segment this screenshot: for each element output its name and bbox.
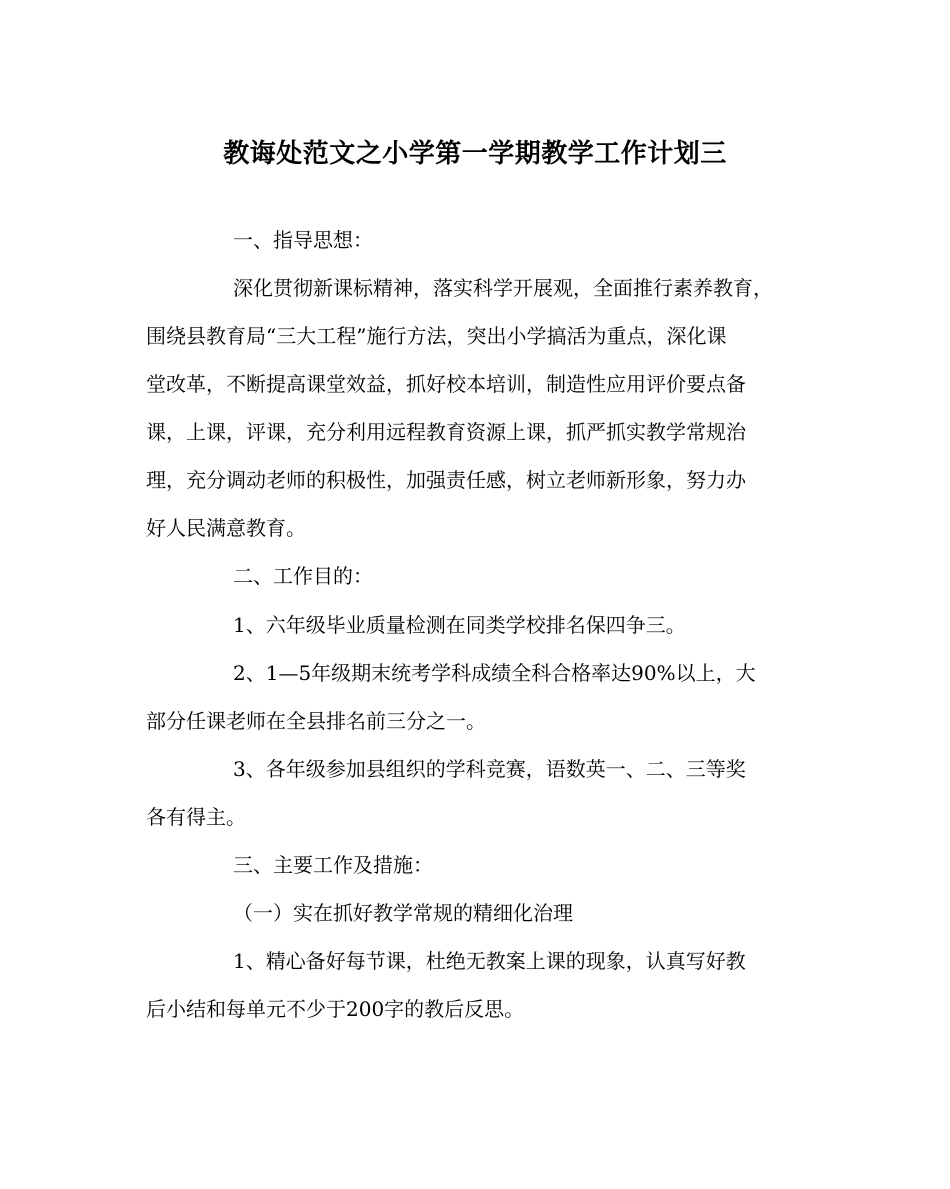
paragraph-line: 课，上课，评课，充分利用远程教育资源上课，抓严抓实教学常规治 — [146, 420, 746, 444]
paragraph-line: 围绕县教育局“三大工程”施行方法，突出小学搞活为重点，深化课 — [146, 324, 727, 348]
paragraph-line: 好人民满意教育。 — [146, 516, 306, 540]
list-item: 2、1—5年级期末统考学科成绩全科合格率达90%以上，大 — [233, 661, 756, 685]
subsection-heading: （一）实在抓好教学常规的精细化治理 — [233, 901, 573, 925]
paragraph-line: 深化贯彻新课标精神，落实科学开展观，全面推行素养教育， — [233, 276, 773, 300]
list-item: 3、各年级参加县组织的学科竞赛，语数英一、二、三等奖 — [233, 757, 746, 781]
section-heading: 一、指导思想： — [233, 228, 373, 252]
section-heading: 二、工作目的： — [233, 564, 373, 588]
paragraph-line: 堂改革，不断提高课堂效益，抓好校本培训，制造性应用评价要点备 — [146, 372, 746, 396]
paragraph-line: 理，充分调动老师的积极性，加强责任感，树立老师新形象，努力办 — [146, 468, 746, 492]
section-heading: 三、主要工作及措施： — [233, 853, 433, 877]
document-title: 教诲处范文之小学第一学期教学工作计划三 — [223, 139, 727, 169]
list-item-continuation: 部分任课老师在全县排名前三分之一。 — [146, 709, 486, 733]
list-item: 1、精心备好每节课，杜绝无教案上课的现象，认真写好教 — [233, 949, 746, 973]
list-item-continuation: 各有得主。 — [146, 805, 246, 829]
list-item: 1、六年级毕业质量检测在同类学校排名保四争三。 — [233, 613, 686, 637]
list-item-continuation: 后小结和每单元不少于200字的教后反思。 — [146, 997, 525, 1021]
